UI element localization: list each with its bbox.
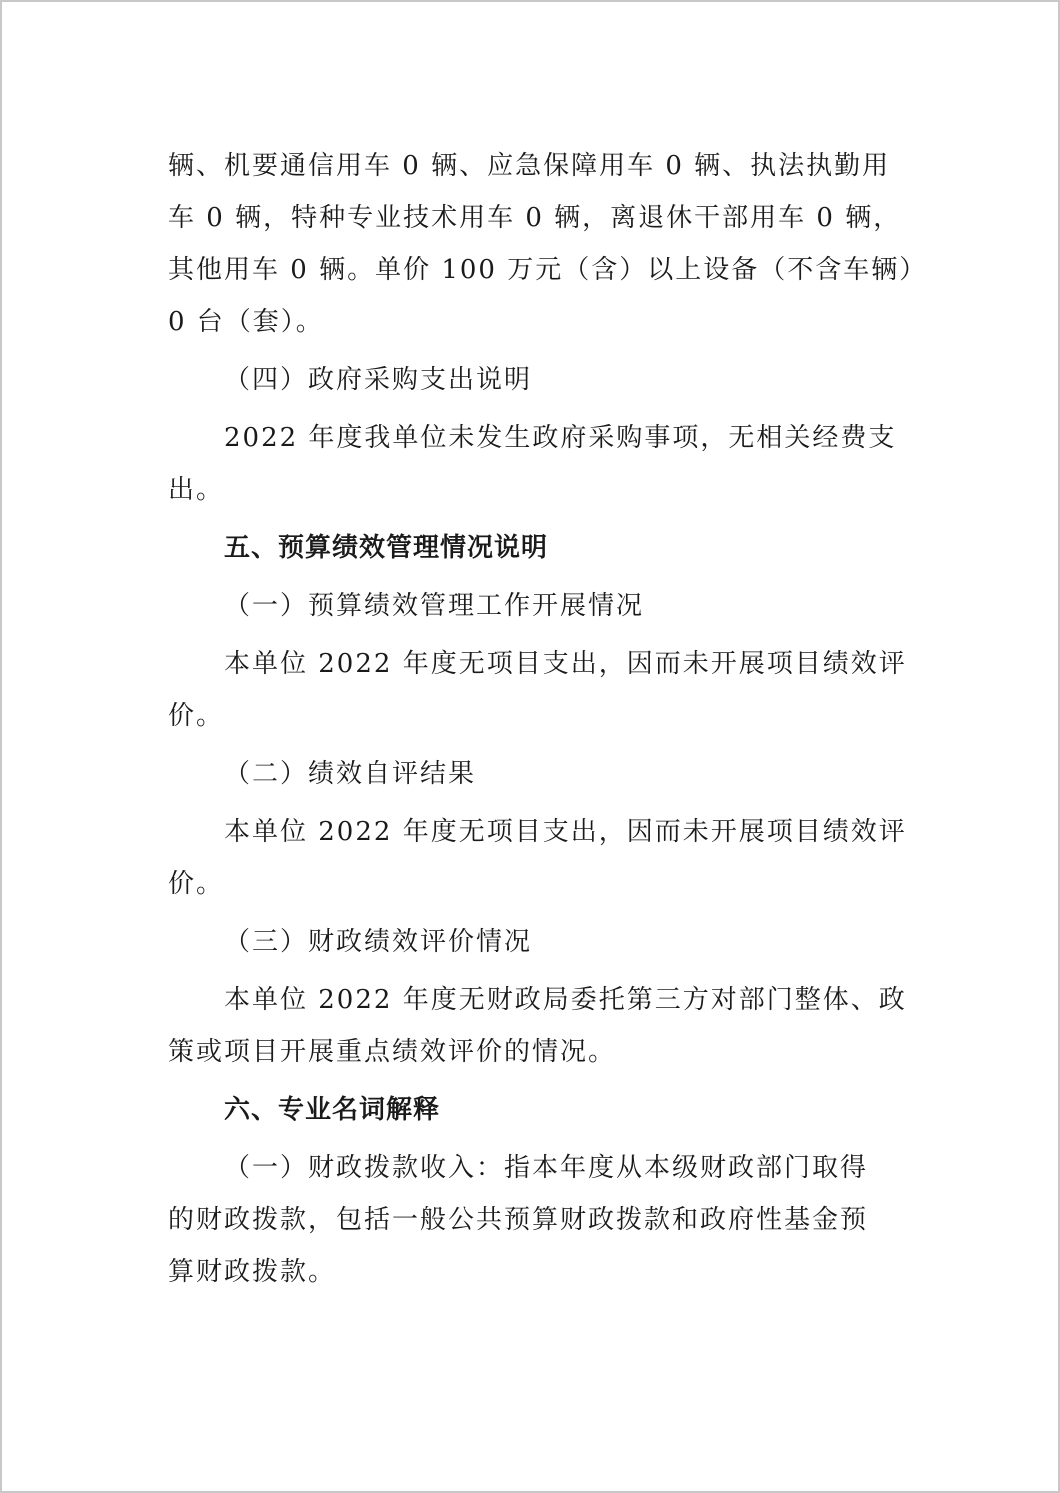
text-line: 其他用车 0 辆。单价 100 万元（含）以上设备（不含车辆） [168, 255, 928, 285]
subheading-fiscal-evaluation: （三）财政绩效评价情况 [224, 927, 533, 957]
paragraph-vehicles [168, 140, 928, 348]
text-line: 的财政拨款，包括一般公共预算财政拨款和政府性基金预 [168, 1205, 869, 1235]
subheading-procurement: （四）政府采购支出说明 [224, 365, 533, 395]
text-line: 价。 [168, 701, 225, 731]
text-line: 算财政拨款。 [168, 1257, 337, 1287]
subheading-self-evaluation: （二）绩效自评结果 [224, 759, 477, 789]
text-line: （一）财政拨款收入：指本年度从本级财政部门取得 [224, 1153, 869, 1183]
section-heading-performance: 五、预算绩效管理情况说明 [224, 533, 549, 563]
text-line: 本单位 2022 年度无项目支出，因而未开展项目绩效评 [224, 649, 907, 679]
text-line: 本单位 2022 年度无财政局委托第三方对部门整体、政 [224, 985, 907, 1015]
text-line: 车 0 辆，特种专业技术用车 0 辆，离退休干部用车 0 辆， [168, 203, 902, 233]
paragraph-self-evaluation [168, 806, 907, 910]
text-line: 价。 [168, 869, 225, 899]
text-line: 0 台（套）。 [168, 307, 324, 337]
paragraph-performance-work [168, 638, 907, 742]
document-body [168, 140, 928, 1298]
paragraph-terms [168, 1142, 898, 1298]
text-line: 本单位 2022 年度无项目支出，因而未开展项目绩效评 [224, 817, 907, 847]
text-line: 出。 [168, 475, 225, 505]
subheading-performance-work: （一）预算绩效管理工作开展情况 [224, 591, 645, 621]
paragraph-procurement [168, 412, 898, 516]
text-line: 2022 年度我单位未发生政府采购事项，无相关经费支 [224, 423, 897, 453]
text-line: 辆、机要通信用车 0 辆、应急保障用车 0 辆、执法执勤用 [168, 151, 891, 181]
section-heading-terms: 六、专业名词解释 [224, 1095, 441, 1125]
paragraph-fiscal-evaluation [168, 974, 907, 1078]
text-line: 策或项目开展重点绩效评价的情况。 [168, 1037, 617, 1067]
